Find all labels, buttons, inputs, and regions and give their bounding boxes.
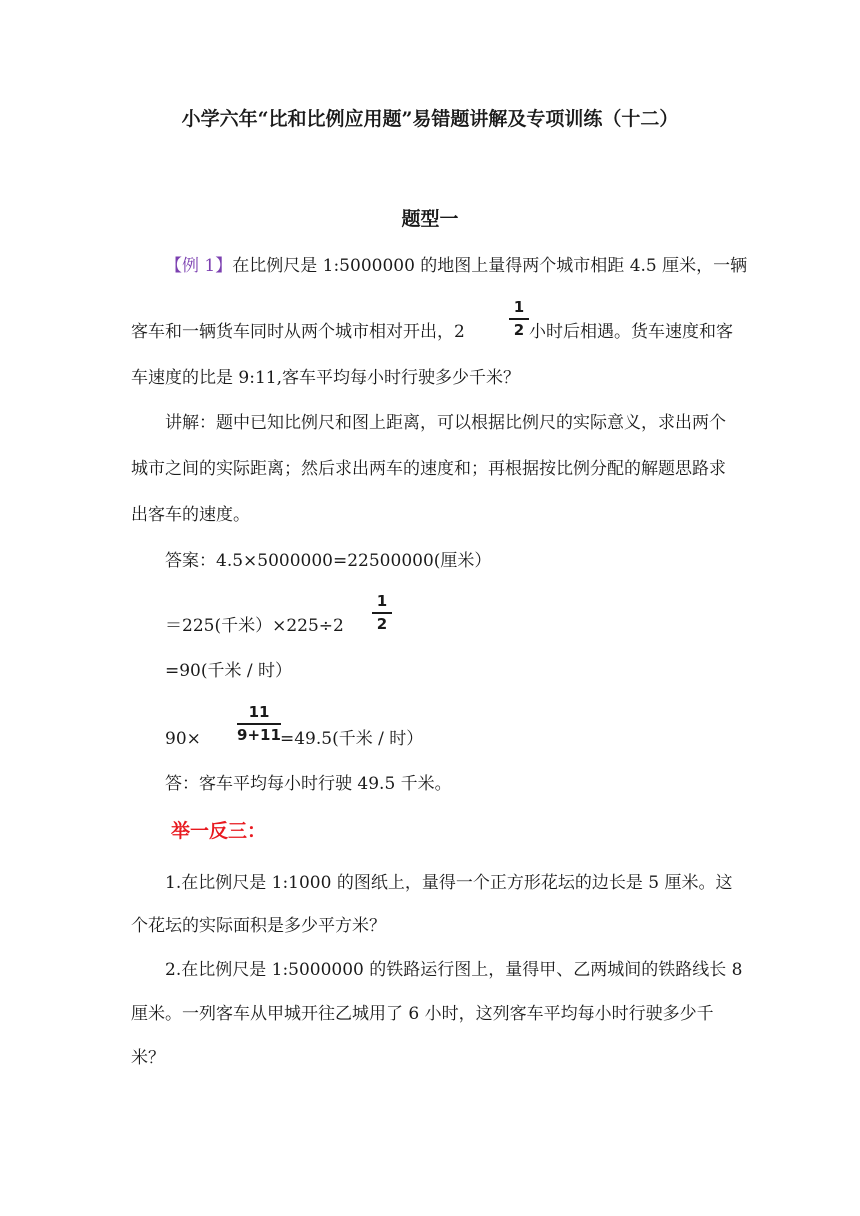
answer-line-2: ＝225(千米）×225÷2 [165, 616, 344, 636]
answer-line-4a: 90× [165, 729, 201, 749]
fraction-denominator: 2 [376, 615, 388, 633]
practice-q2-line-3: 米？ [131, 1048, 165, 1068]
fraction-denominator: 2 [513, 321, 525, 339]
fraction-denominator: 9+11 [237, 726, 281, 744]
answer-line-1: 答案：4.5×5000000=22500000(厘米） [165, 551, 492, 571]
fraction-numerator: 1 [372, 592, 392, 614]
section-heading: 题型一 [401, 208, 459, 230]
answer-line-4b: =49.5(千米 / 时） [280, 729, 424, 749]
fraction-eleven-twentieths [237, 703, 281, 744]
practice-q1-line-1: 1.在比例尺是 1:1000 的图纸上，量得一个正方形花坛的边长是 5 厘米。这 [165, 873, 733, 893]
fraction-numerator: 11 [237, 703, 281, 725]
answer-line-5: 答：客车平均每小时行驶 49.5 千米。 [165, 774, 452, 794]
example-text-2b: 小时后相遇。货车速度和客 [529, 322, 733, 342]
document-title: 小学六年“比和比例应用题”易错题讲解及专项训练（十二） [181, 108, 679, 130]
answer-line-3: =90(千米 / 时） [165, 661, 293, 681]
example-text-2a: 客车和一辆货车同时从两个城市相对开出，2 [131, 322, 465, 342]
fraction-half-2 [372, 592, 392, 633]
example-text-3: 车速度的比是 9:11,客车平均每小时行驶多少千米？ [131, 368, 520, 388]
practice-q2-line-1: 2.在比例尺是 1:5000000 的铁路运行图上，量得甲、乙两城间的铁路线长 8 [165, 960, 743, 980]
practice-heading: 举一反三： [171, 820, 267, 842]
explain-line-3: 出客车的速度。 [131, 505, 250, 525]
fraction-half-1 [509, 298, 529, 339]
example-label: 【例 1】 [165, 256, 233, 276]
explain-line-1: 讲解：题中已知比例尺和图上距离，可以根据比例尺的实际意义，求出两个 [165, 413, 726, 433]
fraction-numerator: 1 [509, 298, 529, 320]
practice-q2-line-2: 厘米。一列客车从甲城开往乙城用了 6 小时，这列客车平均每小时行驶多少千 [131, 1004, 714, 1024]
example-text-1: 在比例尺是 1:5000000 的地图上量得两个城市相距 4.5 厘米，一辆 [232, 256, 748, 276]
explain-line-2: 城市之间的实际距离；然后求出两车的速度和；再根据按比例分配的解题思路求 [131, 459, 726, 479]
practice-q1-line-2: 个花坛的实际面积是多少平方米？ [131, 916, 386, 936]
example-line-1 [165, 254, 747, 278]
